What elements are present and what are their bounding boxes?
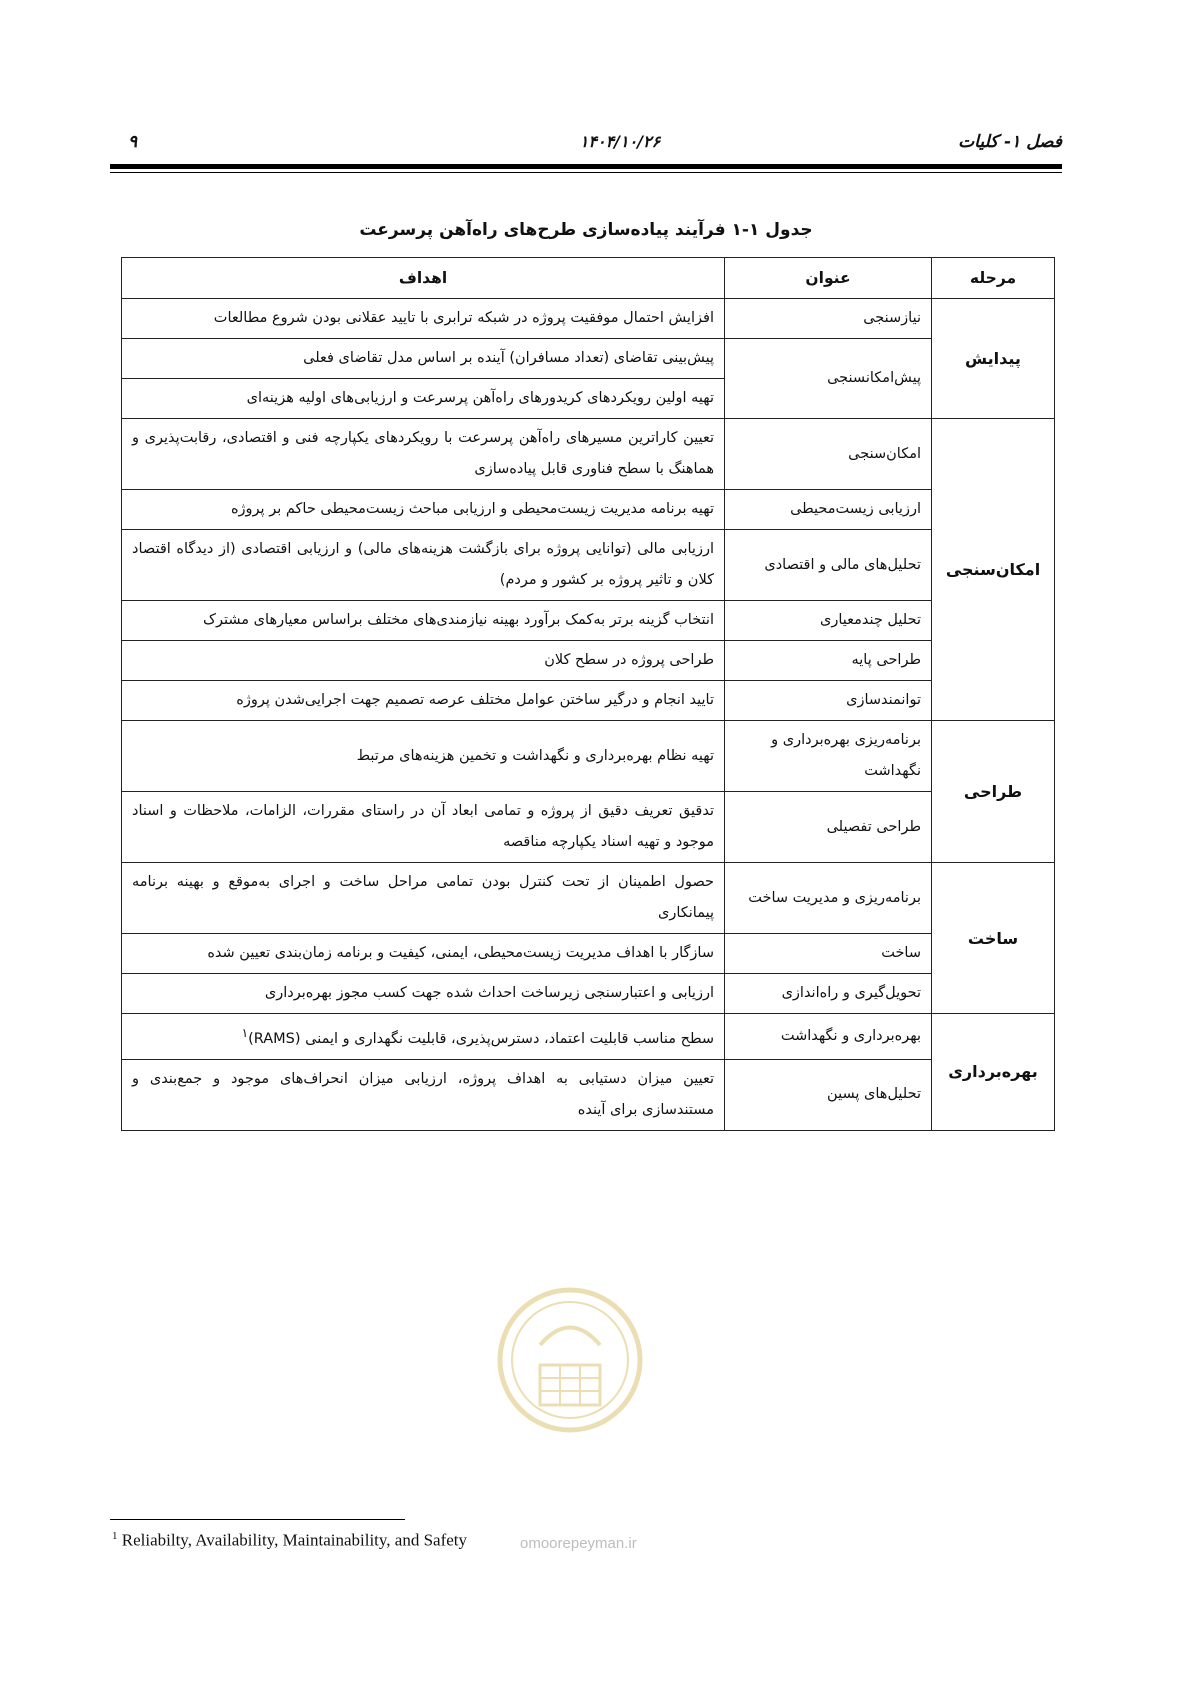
stage-cell: ساخت — [932, 863, 1055, 1014]
goal-cell: تهیه برنامه مدیریت زیست‌محیطی و ارزیابی مباحث زیست‌محیطی حاکم بر پروژه — [122, 490, 725, 530]
title-cell: تحلیل‌های مالی و اقتصادی — [725, 530, 932, 601]
goal-cell: ارزیابی مالی (توانایی پروژه برای بازگشت هزینه‌های مالی) و ارزیابی اقتصادی (از دیدگاه اقتصاد کلان و تاثیر پروژه بر کشور و مردم) — [122, 530, 725, 601]
goal-cell: سازگار با اهداف مدیریت زیست‌محیطی، ایمنی، کیفیت و برنامه زمان‌بندی تعیین شده — [122, 934, 725, 974]
goal-cell: طراحی پروژه در سطح کلان — [122, 641, 725, 681]
table-row — [122, 490, 1055, 530]
table-row — [122, 419, 1055, 490]
table-row — [122, 530, 1055, 601]
table-row — [122, 934, 1055, 974]
title-cell: نیازسنجی — [725, 299, 932, 339]
stage-cell: بهره‌برداری — [932, 1014, 1055, 1131]
goal-cell: تهیه نظام بهره‌برداری و نگهداشت و تخمین هزینه‌های مرتبط — [122, 721, 725, 792]
table-caption: جدول ۱-۱ فرآیند پیاده‌سازی طرح‌های راه‌آهن پرسرعت — [359, 220, 813, 240]
header-goals: اهداف — [122, 258, 725, 299]
table-row — [122, 721, 1055, 792]
title-cell: تحلیل چندمعیاری — [725, 601, 932, 641]
title-cell: ارزیابی زیست‌محیطی — [725, 490, 932, 530]
table-row — [122, 681, 1055, 721]
footnote — [112, 1530, 467, 1551]
watermark-logo — [495, 1265, 645, 1465]
process-table — [121, 257, 1055, 1131]
header-rule-thin — [110, 172, 1062, 173]
goal-cell: پیش‌بینی تقاضای (تعداد مسافران) آینده بر اساس مدل تقاضای فعلی — [122, 339, 725, 379]
watermark-url: omoorepeyman.ir — [520, 1535, 637, 1552]
table-row — [122, 641, 1055, 681]
goal-text: سطح مناسب قابلیت اعتماد، دسترس‌پذیری، قابلیت نگهداری و ایمنی (RAMS) — [248, 1030, 714, 1047]
table-row — [122, 299, 1055, 339]
footnote-rule — [110, 1519, 405, 1520]
title-cell: توانمندسازی — [725, 681, 932, 721]
table-header-row — [122, 258, 1055, 299]
table-row — [122, 601, 1055, 641]
title-cell: تحلیل‌های پسین — [725, 1059, 932, 1130]
goal-cell: تدقیق تعریف دقیق از پروژه و تمامی ابعاد آن در راستای مقررات، الزامات، ملاحظات و اسناد موجود و تهیه اسناد یکپارچه مناقصه — [122, 792, 725, 863]
goal-cell: افزایش احتمال موفقیت پروژه در شبکه ترابری با تایید عقلانی بودن شروع مطالعات — [122, 299, 725, 339]
header-rule-thick — [110, 164, 1062, 169]
footnote-mark: 1 — [112, 1530, 118, 1542]
title-cell: برنامه‌ریزی و مدیریت ساخت — [725, 863, 932, 934]
goal-cell: تعیین میزان دستیابی به اهداف پروژه، ارزیابی میزان انحراف‌های موجود و جمع‌بندی و مستندسازی برای آینده — [122, 1059, 725, 1130]
header-title: عنوان — [725, 258, 932, 299]
table-row — [122, 339, 1055, 379]
title-cell: امکان‌سنجی — [725, 419, 932, 490]
title-cell: برنامه‌ریزی بهره‌برداری و نگهداشت — [725, 721, 932, 792]
table-row — [122, 974, 1055, 1014]
goal-cell: تایید انجام و درگیر ساختن عوامل مختلف عرصه تصمیم جهت اجرایی‌شدن پروژه — [122, 681, 725, 721]
stage-cell: طراحی — [932, 721, 1055, 863]
header-stage: مرحله — [932, 258, 1055, 299]
footnote-ref: ۱ — [241, 1026, 249, 1040]
goal-cell: حصول اطمینان از تحت کنترل بودن تمامی مراحل ساخت و اجرای به‌موقع و بهینه برنامه پیمانکاری — [122, 863, 725, 934]
stage-cell: پیدایش — [932, 299, 1055, 419]
goal-cell: ارزیابی و اعتبارسنجی زیرساخت احداث شده جهت کسب مجوز بهره‌برداری — [122, 974, 725, 1014]
goal-cell — [122, 1014, 725, 1060]
title-cell: پیش‌امکانسنجی — [725, 339, 932, 419]
goal-cell: تعیین کاراترین مسیرهای راه‌آهن پرسرعت با رویکردهای یکپارچه فنی و اقتصادی، رقابت‌پذیری و هماهنگ با سطح فناوری قابل پیاده‌سازی — [122, 419, 725, 490]
table-row — [122, 1059, 1055, 1130]
chapter-title: فصل ۱- کلیات — [958, 132, 1062, 152]
title-cell: ساخت — [725, 934, 932, 974]
goal-cell: تهیه اولین رویکردهای کریدورهای راه‌آهن پرسرعت و ارزیابی‌های اولیه هزینه‌ای — [122, 379, 725, 419]
title-cell: بهره‌برداری و نگهداشت — [725, 1014, 932, 1060]
table-row — [122, 863, 1055, 934]
goal-cell: انتخاب گزینه برتر به‌کمک برآورد بهینه نیازمندی‌های مختلف براساس معیارهای مشترک — [122, 601, 725, 641]
title-cell: طراحی پایه — [725, 641, 932, 681]
page-header — [110, 128, 1062, 158]
header-date: ۱۴۰۴/۱۰/۲۶ — [579, 132, 661, 151]
footnote-text: Reliabilty, Availability, Maintainability, and Safety — [121, 1530, 468, 1550]
page-number: ۹ — [128, 132, 138, 152]
stage-cell: امکان‌سنجی — [932, 419, 1055, 721]
title-cell: طراحی تفصیلی — [725, 792, 932, 863]
table-row — [122, 792, 1055, 863]
table-row — [122, 1014, 1055, 1060]
title-cell: تحویل‌گیری و راه‌اندازی — [725, 974, 932, 1014]
